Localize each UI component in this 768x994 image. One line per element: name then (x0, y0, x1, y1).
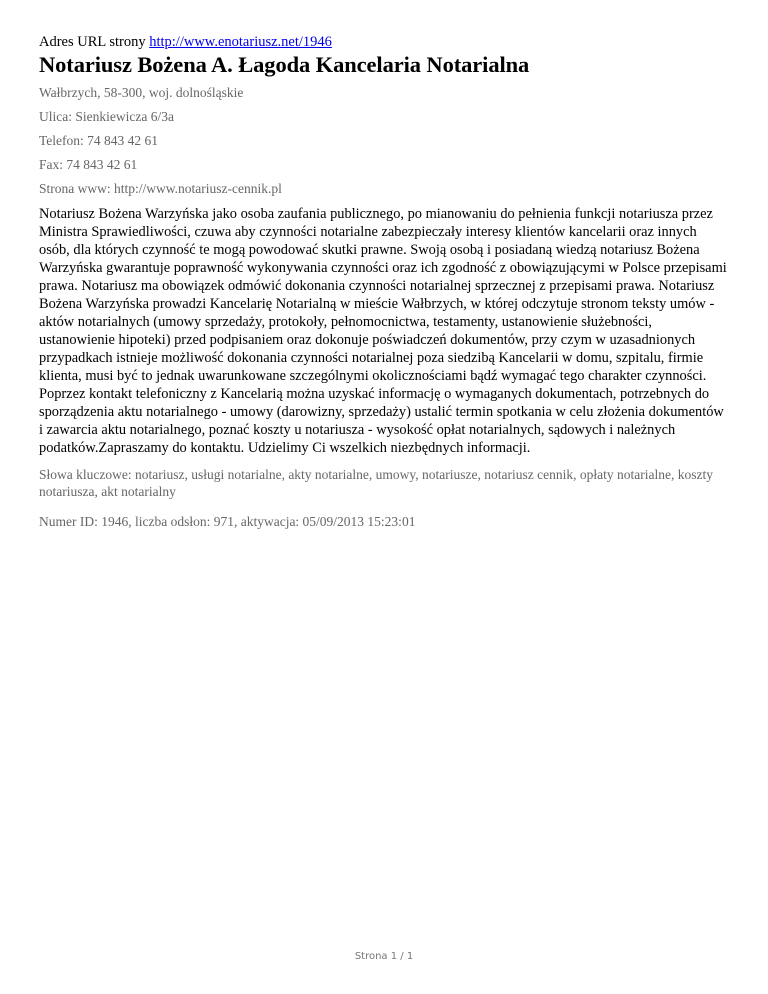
contact-website: Strona www: http://www.notariusz-cennik.pl (39, 181, 282, 196)
contact-phone: Telefon: 74 843 42 61 (39, 133, 159, 148)
page-url-link[interactable]: http://www.enotariusz.net/1946 (149, 34, 332, 50)
document-page (39, 33, 729, 530)
page-title: Notariusz Bożena A. Łagoda Kancelaria Notarialna (39, 52, 530, 77)
record-info: Numer ID: 1946, liczba odsłon: 971, aktywacja: 05/09/2013 15:23:01 (39, 514, 416, 529)
keywords-line: Słowa kluczowe: notariusz, usługi notarialne, akty notarialne, umowy, notariusze, notariusz cennik, opłaty notarialne, koszty notariusza, akt notarialny (39, 467, 713, 499)
page-number-footer: Strona 1 / 1 (354, 951, 414, 962)
contact-street: Ulica: Sienkiewicza 6/3a (39, 109, 174, 124)
page-url-line (39, 33, 729, 51)
page-url-label: Adres URL strony (39, 34, 146, 50)
contact-fax: Fax: 74 843 42 61 (39, 157, 138, 172)
contact-location: Wałbrzych, 58-300, woj. dolnośląskie (39, 85, 244, 100)
office-description: Notariusz Bożena Warzyńska jako osoba zaufania publicznego, po mianowaniu do pełnienia funkcji notariusza przez Ministra Sprawiedliwości, czuwa aby czynności notarialne zabezpieczały interesy klientów kancelarii oraz innych osób, dla których czynność te mogą powodować skutki prawne. Swoją osobą i posiadaną wiedzą notariusz Bożena Warzyńska gwarantuje poprawność wykonywania czynności oraz ich zgodność z obowiązującymi w Polsce przepisami prawa. Notariusz ma obowiązek odmówić dokonania czynności notarialnej sprzecznej z przepisami prawa. Notariusz Bożena Warzyńska prowadzi Kancelarię Notarialną w mieście Wałbrzych, w której odczytuje stronom teksty umów - aktów notarialnych (umowy sprzedaży, protokoły, pełnomocnictwa, testamenty, ustanowienie służebności, ustanowienie hipoteki) przed podpisaniem oraz dokonuje poświadczeń dokumentów, przy czym w uzasadnionych przypadkach istnieje możliwość dokonania czynności notarialnej poza siedzibą Kancelarii w domu, szpitalu, firmie klienta, musi być to jednak uwarunkowane szczególnymi okolicznościami bądź wymagać tego charakter czynności. Poprzez kontakt telefoniczny z Kancelarią można uzyskać informację o wymaganych dokumentach, potrzebnych do sporządzenia aktu notarialnego - umowy (darowizny, sprzedaży) ustalić termin spotkania w celu złożenia dokumentów i zawarcia aktu notarialnego, poznać koszty u notariusza - wysokość opłat notarialnych, sądowych i należnych podatków.Zapraszamy do kontaktu. Udzielimy Ci wszelkich niezbędnych informacji. (39, 206, 727, 456)
